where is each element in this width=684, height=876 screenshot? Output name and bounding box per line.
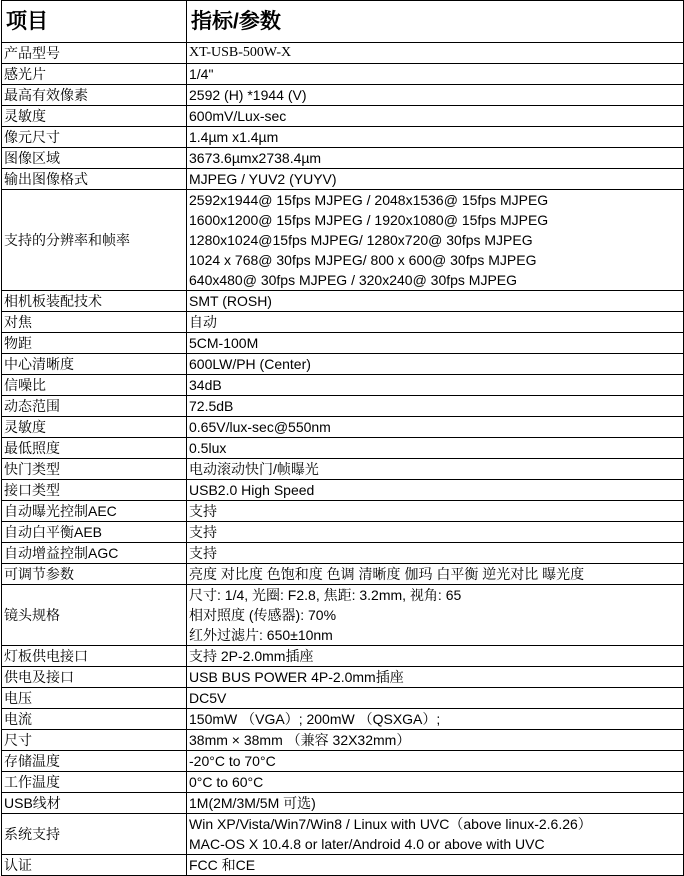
spec-value xyxy=(187,751,684,772)
spec-label: 输出图像格式 xyxy=(2,169,187,190)
spec-label: 接口类型 xyxy=(2,480,187,501)
spec-value xyxy=(187,793,684,814)
spec-value-line: 1600x1200@ 15fps MJPEG / 1920x1080@ 15fps MJPEG xyxy=(189,212,549,228)
table-row xyxy=(2,127,684,148)
spec-value xyxy=(187,106,684,127)
spec-value-line: 电动滚动快门/帧曝光 xyxy=(189,461,319,477)
spec-value-line: 34dB xyxy=(189,377,222,393)
spec-value xyxy=(187,43,684,64)
spec-label: 供电及接口 xyxy=(2,667,187,688)
table-row xyxy=(2,169,684,190)
spec-value xyxy=(187,709,684,730)
spec-value-line: 相对照度 (传感器): 70% xyxy=(189,607,337,623)
table-row xyxy=(2,543,684,564)
spec-label: 灵敏度 xyxy=(2,106,187,127)
table-row xyxy=(2,333,684,354)
table-row xyxy=(2,148,684,169)
table-row xyxy=(2,417,684,438)
spec-value-line: 600LW/PH (Center) xyxy=(189,356,311,372)
table-row xyxy=(2,375,684,396)
table-row xyxy=(2,291,684,312)
spec-label: 工作温度 xyxy=(2,772,187,793)
spec-label: 相机板装配技术 xyxy=(2,291,187,312)
spec-value xyxy=(187,585,684,646)
table-row xyxy=(2,709,684,730)
column-header-parameter: 指标/参数 xyxy=(187,1,684,43)
spec-label: 认证 xyxy=(2,855,187,876)
spec-value xyxy=(187,169,684,190)
spec-label: 快门类型 xyxy=(2,459,187,480)
table-row xyxy=(2,522,684,543)
spec-value-line: 1280x1024@15fps MJPEG/ 1280x720@ 30fps MJPEG xyxy=(189,232,533,248)
spec-value-line: 38mm × 38mm （兼容 32X32mm） xyxy=(189,732,411,748)
spec-label: 对焦 xyxy=(2,312,187,333)
table-row xyxy=(2,43,684,64)
table-row xyxy=(2,396,684,417)
spec-label: USB线材 xyxy=(2,793,187,814)
spec-value xyxy=(187,501,684,522)
spec-value xyxy=(187,312,684,333)
spec-value-line: 亮度 对比度 色饱和度 色调 清晰度 伽玛 白平衡 逆光对比 曝光度 xyxy=(189,566,585,582)
spec-value-line: 自动 xyxy=(189,314,217,330)
spec-table xyxy=(1,0,684,876)
table-row xyxy=(2,564,684,585)
spec-value xyxy=(187,772,684,793)
spec-value-line: 支持 2P-2.0mm插座 xyxy=(189,648,314,664)
table-row xyxy=(2,855,684,876)
table-row xyxy=(2,730,684,751)
spec-value-line: DC5V xyxy=(189,690,227,706)
spec-value xyxy=(187,543,684,564)
spec-label: 支持的分辨率和帧率 xyxy=(2,190,187,291)
spec-value xyxy=(187,354,684,375)
spec-label: 感光片 xyxy=(2,64,187,85)
spec-value-line: 3673.6µmx2738.4µm xyxy=(189,150,322,166)
spec-label: 信噪比 xyxy=(2,375,187,396)
table-row xyxy=(2,772,684,793)
spec-value xyxy=(187,480,684,501)
spec-label: 镜头规格 xyxy=(2,585,187,646)
spec-value xyxy=(187,564,684,585)
spec-value-line: 0.65V/lux-sec@550nm xyxy=(189,419,331,435)
spec-value-line: 尺寸: 1/4, 光圈: F2.8, 焦距: 3.2mm, 视角: 65 xyxy=(189,587,462,603)
spec-label: 中心清晰度 xyxy=(2,354,187,375)
spec-label: 最低照度 xyxy=(2,438,187,459)
spec-value-line: -20°C to 70°C xyxy=(189,753,276,769)
spec-value xyxy=(187,522,684,543)
spec-label: 最高有效像素 xyxy=(2,85,187,106)
table-row xyxy=(2,354,684,375)
spec-value-line: 640x480@ 30fps MJPEG / 320x240@ 30fps MJPEG xyxy=(189,272,518,288)
table-row xyxy=(2,688,684,709)
spec-label: 电流 xyxy=(2,709,187,730)
spec-value xyxy=(187,459,684,480)
table-row xyxy=(2,814,684,855)
spec-value xyxy=(187,127,684,148)
spec-label: 存储温度 xyxy=(2,751,187,772)
column-header-item: 项目 xyxy=(2,1,187,43)
table-row xyxy=(2,459,684,480)
spec-label: 尺寸 xyxy=(2,730,187,751)
spec-value-line: Win XP/Vista/Win7/Win8 / Linux with UVC（above linux-2.6.26） xyxy=(189,816,592,832)
spec-label: 可调节参数 xyxy=(2,564,187,585)
table-header-row xyxy=(2,1,684,43)
spec-label: 物距 xyxy=(2,333,187,354)
spec-value xyxy=(187,814,684,855)
spec-value-line: MJPEG / YUV2 (YUYV) xyxy=(189,171,337,187)
table-row xyxy=(2,501,684,522)
spec-value-line: 支持 xyxy=(189,545,217,561)
spec-label: 自动白平衡AEB xyxy=(2,522,187,543)
spec-value xyxy=(187,396,684,417)
spec-value-line: 支持 xyxy=(189,503,217,519)
spec-value-line: 1M(2M/3M/5M 可选) xyxy=(189,795,316,811)
spec-value xyxy=(187,438,684,459)
table-row xyxy=(2,312,684,333)
spec-value-line: FCC 和CE xyxy=(189,857,256,873)
spec-value xyxy=(187,417,684,438)
spec-value-line: 2592x1944@ 15fps MJPEG / 2048x1536@ 15fps MJPEG xyxy=(189,192,549,208)
table-row xyxy=(2,190,684,291)
spec-value xyxy=(187,646,684,667)
spec-value-line: 2592 (H) *1944 (V) xyxy=(189,87,307,103)
spec-value xyxy=(187,730,684,751)
spec-value-line: 1024 x 768@ 30fps MJPEG/ 800 x 600@ 30fps MJPEG xyxy=(189,252,537,268)
spec-value-line: 5CM-100M xyxy=(189,335,259,351)
spec-label: 灵敏度 xyxy=(2,417,187,438)
spec-label: 自动曝光控制AEC xyxy=(2,501,187,522)
spec-value xyxy=(187,688,684,709)
spec-value-line: 1.4µm x1.4µm xyxy=(189,129,279,145)
spec-value xyxy=(187,855,684,876)
spec-value xyxy=(187,291,684,312)
table-row xyxy=(2,64,684,85)
spec-value-line: USB BUS POWER 4P-2.0mm插座 xyxy=(189,669,404,685)
spec-label: 图像区域 xyxy=(2,148,187,169)
spec-value xyxy=(187,375,684,396)
table-row xyxy=(2,751,684,772)
spec-value-line: 150mW （VGA）; 200mW （QSXGA）; xyxy=(189,711,441,727)
spec-value-line: MAC-OS X 10.4.8 or later/Android 4.0 or above with UVC xyxy=(189,836,545,852)
spec-label: 自动增益控制AGC xyxy=(2,543,187,564)
spec-value-line: 1/4" xyxy=(189,66,214,82)
table-row xyxy=(2,585,684,646)
spec-value xyxy=(187,333,684,354)
spec-value-line: USB2.0 High Speed xyxy=(189,482,315,498)
spec-value xyxy=(187,667,684,688)
spec-value-line: 0.5lux xyxy=(189,440,227,456)
spec-value-line: 红外过滤片: 650±10nm xyxy=(189,627,333,643)
spec-value xyxy=(187,148,684,169)
spec-label: 产品型号 xyxy=(2,43,187,64)
spec-value-line: 72.5dB xyxy=(189,398,234,414)
spec-label: 动态范围 xyxy=(2,396,187,417)
spec-table-body xyxy=(2,43,684,876)
table-row xyxy=(2,106,684,127)
spec-value-line: 600mV/Lux-sec xyxy=(189,108,287,124)
table-row xyxy=(2,438,684,459)
spec-value xyxy=(187,190,684,291)
spec-value-line: SMT (ROSH) xyxy=(189,293,272,309)
spec-value-line: XT-USB-500W-X xyxy=(189,45,292,60)
table-row xyxy=(2,646,684,667)
spec-label: 电压 xyxy=(2,688,187,709)
spec-value-line: 0°C to 60°C xyxy=(189,774,264,790)
table-row xyxy=(2,480,684,501)
table-row xyxy=(2,667,684,688)
spec-value-line: 支持 xyxy=(189,524,217,540)
table-row xyxy=(2,85,684,106)
table-row xyxy=(2,793,684,814)
spec-label: 像元尺寸 xyxy=(2,127,187,148)
spec-value xyxy=(187,85,684,106)
spec-label: 系统支持 xyxy=(2,814,187,855)
spec-label: 灯板供电接口 xyxy=(2,646,187,667)
spec-value xyxy=(187,64,684,85)
